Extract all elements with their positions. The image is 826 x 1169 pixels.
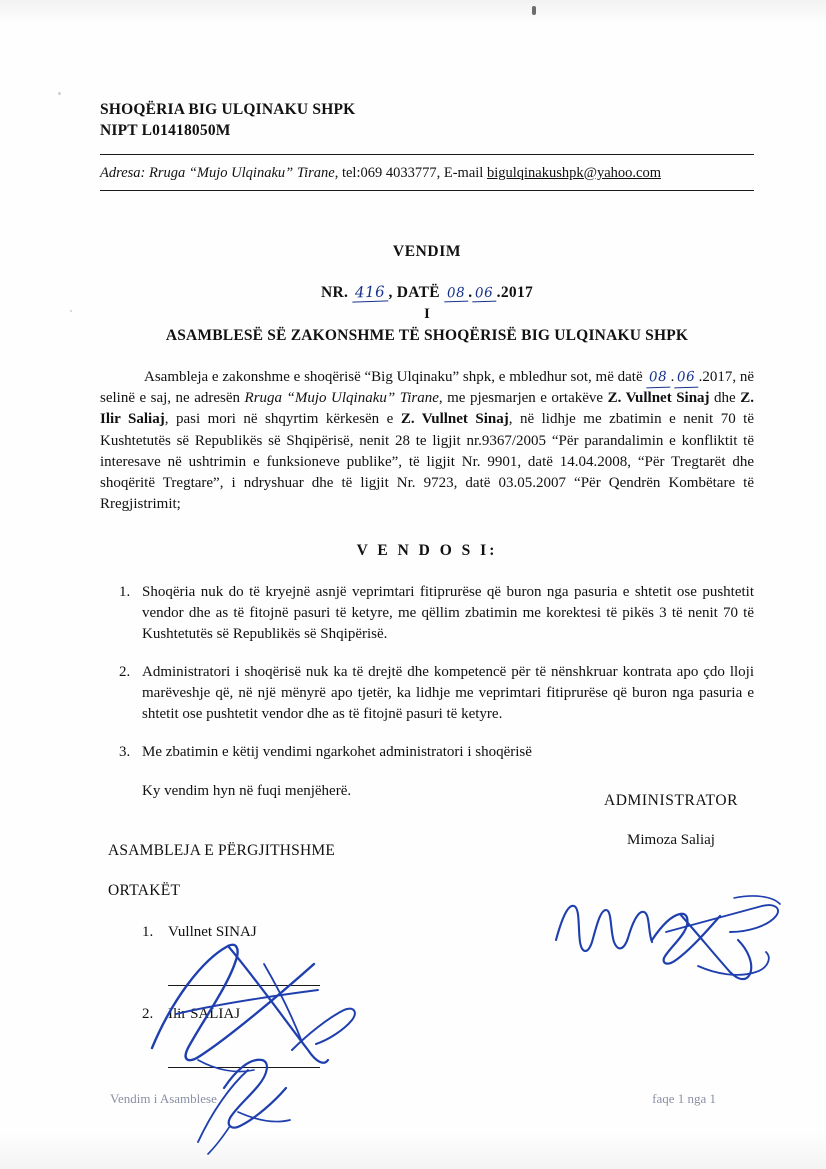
header-divider-bottom: [100, 190, 754, 191]
administrator-block: [556, 792, 786, 849]
effective-clause: Ky vendim hyn në fuqi menjëherë.: [142, 782, 352, 799]
intro-member-2: Z. Ilir Saliaj: [100, 389, 754, 428]
date-day-handwritten: 08: [444, 284, 469, 302]
scan-edge-top: [0, 0, 826, 26]
signers-block: [142, 924, 754, 1068]
intro-part4: dhe: [709, 389, 741, 406]
assembly-general-label: ASAMBLEJA E PËRGJITHSHME: [108, 841, 335, 859]
scan-speck: [70, 310, 72, 312]
company-header: [100, 100, 754, 142]
vendosi-heading: V E N D O S I:: [356, 541, 498, 559]
decisions-list: [100, 582, 754, 763]
email-link[interactable]: bigulqinakushpk@yahoo.com: [486, 164, 661, 181]
intro-day-handwritten: 08: [646, 367, 671, 388]
intro-part3: , me pjesmarjen e ortakëve: [438, 389, 608, 406]
date-label: , DATË: [388, 283, 440, 301]
signature-line-2: [168, 1023, 320, 1068]
address-text: Adresa: Rruga “Mujo Ulqinaku” Tirane: [100, 164, 335, 181]
company-nipt: NIPT L01418050M: [100, 121, 231, 139]
scan-speck: [532, 6, 536, 15]
list-item: 3. Me zbatimin e këtij vendimi ngarkohet administratori i shoqërisë: [134, 742, 754, 763]
nr-value-handwritten: 416: [352, 282, 389, 302]
scan-edge-bottom: [0, 1129, 826, 1169]
signer-name: Vullnet SINAJ: [168, 923, 257, 940]
nr-label: NR.: [320, 283, 349, 301]
signer-name: Ilir SALIAJ: [168, 1005, 241, 1022]
date-month-handwritten: 06: [472, 284, 497, 302]
footer-right: faqe 1 nga 1: [652, 1091, 716, 1106]
list-item: 2. Administratori i shoqërisë nuk ka të drejtë dhe kompetencë për të nënshkruar kontrata apo çdo lloji marëveshje që, në një mënyrë apo tjetër, ka lidhje me veprimtari fitiprurëse që buron nga pasuria e shtetit ose pushtetit vendor dhe as të fitojnë pasuri të ketyre.: [134, 662, 754, 726]
signer-row-2: [142, 1006, 754, 1023]
intro-member-1: Z. Vullnet Sinaj: [607, 389, 710, 406]
document-content: [100, 100, 754, 1068]
phone-text: , tel:069 4033777, E-mail: [334, 164, 487, 181]
address-line: [100, 164, 754, 183]
signature-line-1: [168, 941, 320, 986]
page-footer: [0, 1091, 826, 1107]
scan-speck: [58, 92, 61, 95]
signer-number: 2.: [142, 1005, 154, 1022]
signer-row-1: [142, 924, 754, 941]
intro-part6: , në lidhje me zbatimin e nenit 70 të Kushtetutës së Republikës së Shqipërisë, nenit 28 te ligjit nr.9367/2005 “Për parandalimin e konfliktit të interesave në ushtrimin e funksioneve publike”, të ligjit Nr. 9901, datë 14.04.2008, “Për Tregtarët dhe shoqëritë Tregtare”, i ndryshuar dhe të ligjit Nr. 9723, datë 03.05.2007 “Për Qendrën Kombëtare të Rregjistrimit;: [100, 411, 755, 513]
ortaket-label: ORTAKËT: [108, 881, 181, 899]
decision-number-line: [100, 283, 754, 302]
administrator-title: ADMINISTRATOR: [603, 792, 739, 809]
company-name: SHOQËRIA BIG ULQINAKU SHPK: [100, 101, 356, 118]
intro-paragraph: Asambleja e zakonshme e shoqërisë “Big Ulqinaku” shpk, e mbledhur sot, më datë 08 . 06 .2017, në selinë e saj, ne adresën Rruga “Mujo Ulqinaku” Tirane, me pjesmarjen e ortakëve Z. Vullnet Sinaj dhe Z. Ilir Saliaj, pasi mori në shqyrtim kërkesën e Z. Vullnet Sinaj, në lidhje me zbatimin e nenit 70 të Kushtetutës së Republikës së Shqipërisë, nenit 28 te ligjit nr.9367/2005 “Për parandalimin e konfliktit të interesave në ushtrimin e funksioneve publike”, të ligjit Nr. 9901, datë 14.04.2008, “Për Tregtarët dhe shoqëritë Tregtare”, i ndryshuar dhe të ligjit Nr. 9723, datë 03.05.2007 “Për Qendrën Kombëtare të Rregjistrimit;: [100, 368, 755, 513]
intro-part5: , pasi mori në shqyrtim kërkesën e: [164, 411, 401, 428]
intro-address-italic: Rruga “Mujo Ulqinaku” Tirane: [244, 389, 439, 406]
signer-number: 1.: [142, 923, 154, 940]
list-item: 1. Shoqëria nuk do të kryejnë asnjë veprimtari fitiprurëse që buron nga pasuria e shtetit ose pushtetit vendor dhe as të fitojnë pasuri të ketyre, me qëllim zbatimin me korektesi të pikës 3 të nenit 70 të Kushtetutës së Republikës së Shqipërisë.: [134, 582, 754, 646]
intro-member-3: Z. Vullnet Sinaj: [400, 411, 509, 428]
footer-left: Vendim i Asamblese: [110, 1091, 217, 1106]
page-title: VENDIM: [392, 242, 462, 260]
date-separator: .: [468, 283, 473, 301]
intro-month-handwritten: 06: [674, 367, 699, 388]
intro-part2: .2017, në selinë e saj, ne adresën: [100, 368, 755, 406]
assembly-title: ASAMBLESË SË ZAKONSHME TË SHOQËRISË BIG ULQINAKU SHPK: [165, 326, 689, 344]
intro-part1: Asambleja e zakonshme e shoqërisë “Big Ulqinaku” shpk, e mbledhur sot, më datë: [144, 368, 643, 385]
header-divider-top: [100, 154, 754, 155]
administrator-name: Mimoza Saliaj: [627, 832, 715, 848]
date-year: .2017: [496, 283, 534, 301]
roman-numeral-one: I: [424, 305, 430, 322]
